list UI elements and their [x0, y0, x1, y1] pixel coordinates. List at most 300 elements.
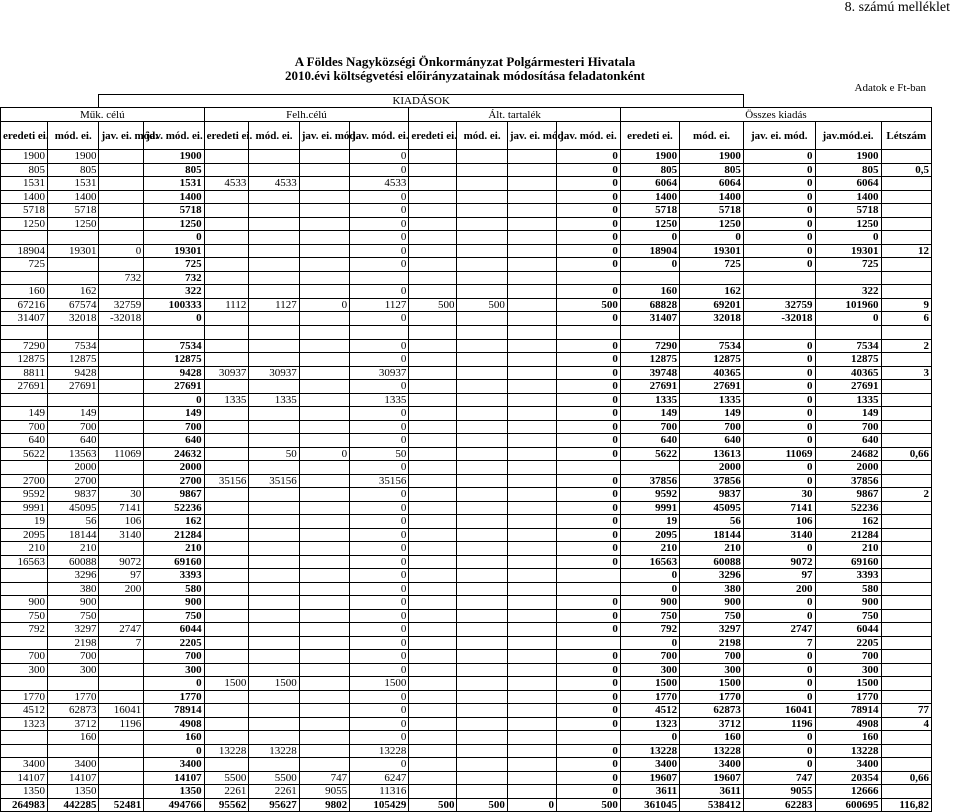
table-cell: 700 — [680, 650, 744, 664]
table-cell: 18144 — [47, 528, 98, 542]
table-cell — [507, 555, 556, 569]
table-cell: 32759 — [743, 298, 815, 312]
table-cell — [299, 271, 349, 285]
table-row — [1, 785, 932, 799]
table-cell — [507, 731, 556, 745]
table-cell: 2 — [881, 339, 931, 353]
table-cell — [204, 204, 249, 218]
table-cell: 35156 — [350, 474, 409, 488]
table-cell: 1350 — [47, 785, 98, 799]
table-cell: 45095 — [680, 501, 744, 515]
table-cell: 3140 — [743, 528, 815, 542]
table-cell: 0 — [557, 542, 621, 556]
table-cell: 0 — [350, 690, 409, 704]
table-cell: 0 — [743, 407, 815, 421]
table-cell — [99, 542, 144, 556]
table-cell — [409, 380, 457, 394]
table-cell: 0 — [743, 217, 815, 231]
table-cell — [881, 177, 931, 191]
table-cell: 0 — [743, 461, 815, 475]
column-header: jav.mód.ei. — [815, 122, 881, 150]
table-cell: 0 — [557, 623, 621, 637]
column-header: mód. ei. — [47, 122, 98, 150]
table-cell — [457, 474, 507, 488]
table-cell — [47, 271, 98, 285]
table-cell: 19607 — [620, 771, 679, 785]
table-cell: 19607 — [680, 771, 744, 785]
table-cell: 12875 — [680, 353, 744, 367]
table-cell — [409, 677, 457, 691]
table-cell: 0 — [815, 231, 881, 245]
table-cell — [299, 690, 349, 704]
table-cell: 500 — [557, 798, 621, 812]
table-cell: 0 — [557, 339, 621, 353]
table-row — [1, 488, 932, 502]
table-cell — [620, 271, 679, 285]
table-cell — [249, 501, 299, 515]
table-cell: 12875 — [815, 353, 881, 367]
table-cell: 1350 — [1, 785, 48, 799]
table-cell: 3400 — [815, 758, 881, 772]
table-cell: 2095 — [620, 528, 679, 542]
table-cell: 0 — [743, 434, 815, 448]
table-cell: 1531 — [47, 177, 98, 191]
table-cell: 1250 — [144, 217, 204, 231]
table-cell — [409, 758, 457, 772]
table-cell: 750 — [144, 609, 204, 623]
table-cell: 3400 — [680, 758, 744, 772]
table-cell: 7290 — [620, 339, 679, 353]
table-cell: 160 — [620, 285, 679, 299]
table-cell: 900 — [815, 596, 881, 610]
table-cell: 12875 — [1, 353, 48, 367]
table-cell: 1196 — [743, 717, 815, 731]
table-cell — [409, 474, 457, 488]
table-cell — [249, 609, 299, 623]
table-cell: 0 — [743, 677, 815, 691]
table-cell — [249, 407, 299, 421]
table-cell: 3400 — [1, 758, 48, 772]
table-cell: 16563 — [1, 555, 48, 569]
table-cell: 160 — [1, 285, 48, 299]
table-cell — [557, 461, 621, 475]
table-cell — [409, 447, 457, 461]
table-cell: 210 — [620, 542, 679, 556]
table-cell — [409, 771, 457, 785]
table-cell: 0 — [743, 650, 815, 664]
table-cell: 4908 — [815, 717, 881, 731]
table-cell — [299, 380, 349, 394]
table-cell — [409, 325, 457, 339]
table-cell: 0 — [350, 555, 409, 569]
table-cell: 725 — [144, 258, 204, 272]
table-cell — [249, 704, 299, 718]
table-cell — [557, 325, 621, 339]
table-cell — [99, 380, 144, 394]
table-cell — [299, 393, 349, 407]
table-row — [1, 258, 932, 272]
table-cell: 700 — [1, 420, 48, 434]
table-cell — [620, 461, 679, 475]
table-cell: -32018 — [99, 312, 144, 326]
table-row — [1, 434, 932, 448]
table-cell: 1500 — [249, 677, 299, 691]
column-header: eredeti ei. — [620, 122, 679, 150]
table-cell — [299, 501, 349, 515]
table-cell: 0 — [350, 515, 409, 529]
table-cell — [204, 609, 249, 623]
table-cell: 0 — [350, 623, 409, 637]
table-cell — [299, 285, 349, 299]
table-cell — [99, 663, 144, 677]
table-cell: 100333 — [144, 298, 204, 312]
table-cell: 9837 — [47, 488, 98, 502]
table-cell — [743, 285, 815, 299]
table-cell — [249, 623, 299, 637]
table-cell — [299, 704, 349, 718]
table-cell — [507, 569, 556, 583]
table-cell: 50 — [350, 447, 409, 461]
table-cell: 2700 — [47, 474, 98, 488]
table-cell: 27691 — [815, 380, 881, 394]
table-cell — [881, 217, 931, 231]
table-cell — [299, 555, 349, 569]
table-cell: 9592 — [1, 488, 48, 502]
table-cell — [457, 325, 507, 339]
table-cell: 4533 — [204, 177, 249, 191]
table-cell — [507, 501, 556, 515]
table-cell: 805 — [680, 163, 744, 177]
table-cell — [457, 353, 507, 367]
table-cell — [457, 177, 507, 191]
table-cell: 9428 — [144, 366, 204, 380]
table-cell: 1250 — [680, 217, 744, 231]
table-cell — [457, 217, 507, 231]
table-cell — [249, 163, 299, 177]
table-cell — [204, 690, 249, 704]
table-cell: 4533 — [350, 177, 409, 191]
table-cell — [204, 271, 249, 285]
table-cell: 52236 — [815, 501, 881, 515]
table-cell — [507, 677, 556, 691]
table-cell — [249, 231, 299, 245]
table-cell — [457, 650, 507, 664]
table-cell: 9072 — [99, 555, 144, 569]
table-cell: 805 — [144, 163, 204, 177]
table-cell — [409, 393, 457, 407]
table-cell: 900 — [47, 596, 98, 610]
table-cell: 7290 — [1, 339, 48, 353]
table-cell — [409, 609, 457, 623]
table-cell — [299, 609, 349, 623]
table-cell — [457, 582, 507, 596]
table-cell — [457, 528, 507, 542]
table-cell — [99, 285, 144, 299]
table-cell: 5622 — [1, 447, 48, 461]
table-cell: 700 — [47, 420, 98, 434]
table-cell — [409, 312, 457, 326]
table-cell — [204, 501, 249, 515]
table-cell — [457, 231, 507, 245]
table-cell — [457, 244, 507, 258]
table-row — [1, 555, 932, 569]
table-cell — [507, 704, 556, 718]
table-cell: 640 — [144, 434, 204, 448]
table-cell: 3393 — [815, 569, 881, 583]
table-cell — [249, 650, 299, 664]
table-cell — [457, 163, 507, 177]
table-cell: 13228 — [815, 744, 881, 758]
table-cell: 0 — [557, 407, 621, 421]
table-cell — [507, 636, 556, 650]
table-cell: -32018 — [743, 312, 815, 326]
table-cell — [507, 650, 556, 664]
table-cell: 750 — [1, 609, 48, 623]
table-cell: 12875 — [620, 353, 679, 367]
table-cell — [1, 325, 48, 339]
table-cell: 0 — [557, 231, 621, 245]
table-cell: 5718 — [620, 204, 679, 218]
table-cell: 5718 — [680, 204, 744, 218]
table-cell: 149 — [1, 407, 48, 421]
table-cell — [409, 690, 457, 704]
table-cell: 0 — [620, 231, 679, 245]
table-cell — [409, 420, 457, 434]
table-cell: 0 — [557, 758, 621, 772]
table-cell: 0 — [743, 420, 815, 434]
table-cell: 0 — [743, 609, 815, 623]
table-row — [1, 650, 932, 664]
table-cell: 5622 — [620, 447, 679, 461]
group-header-osszes-kiadas: Összes kiadás — [620, 108, 931, 122]
table-cell: 0 — [557, 353, 621, 367]
table-cell: 300 — [815, 663, 881, 677]
table-cell — [507, 515, 556, 529]
table-cell: 11069 — [99, 447, 144, 461]
table-cell — [507, 744, 556, 758]
table-cell: 640 — [47, 434, 98, 448]
budget-table — [0, 94, 932, 812]
table-cell — [881, 569, 931, 583]
table-cell — [743, 271, 815, 285]
table-cell — [99, 217, 144, 231]
table-cell — [457, 663, 507, 677]
table-cell — [249, 515, 299, 529]
table-cell: 2205 — [815, 636, 881, 650]
table-cell: 0 — [743, 177, 815, 191]
table-cell — [507, 177, 556, 191]
table-cell: 0 — [350, 407, 409, 421]
table-cell — [557, 731, 621, 745]
table-cell — [507, 488, 556, 502]
table-cell — [409, 569, 457, 583]
table-cell: 9991 — [1, 501, 48, 515]
table-cell: 11316 — [350, 785, 409, 799]
table-cell — [350, 325, 409, 339]
table-cell: 1250 — [1, 217, 48, 231]
table-cell — [144, 325, 204, 339]
table-cell: 27691 — [620, 380, 679, 394]
table-cell — [881, 542, 931, 556]
table-cell: 37856 — [620, 474, 679, 488]
table-cell: 0 — [620, 582, 679, 596]
table-cell: 0 — [557, 204, 621, 218]
table-cell: 500 — [409, 298, 457, 312]
table-cell: 700 — [144, 420, 204, 434]
table-cell — [557, 271, 621, 285]
table-cell: 0 — [743, 731, 815, 745]
table-cell: 700 — [680, 420, 744, 434]
table-cell: 0 — [743, 231, 815, 245]
table-row — [1, 731, 932, 745]
table-cell: 13228 — [680, 744, 744, 758]
table-cell — [249, 204, 299, 218]
table-cell — [204, 420, 249, 434]
table-cell: 700 — [815, 650, 881, 664]
table-cell — [409, 515, 457, 529]
table-cell — [881, 758, 931, 772]
table-cell: 1250 — [620, 217, 679, 231]
table-cell — [299, 474, 349, 488]
table-cell: 1112 — [204, 298, 249, 312]
table-cell — [457, 704, 507, 718]
table-cell — [507, 285, 556, 299]
table-cell: 106 — [99, 515, 144, 529]
table-cell: 30 — [99, 488, 144, 502]
table-cell: 732 — [99, 271, 144, 285]
table-cell — [409, 258, 457, 272]
table-cell: 2747 — [99, 623, 144, 637]
table-cell — [99, 785, 144, 799]
table-cell: 2000 — [680, 461, 744, 475]
table-cell: 3296 — [680, 569, 744, 583]
table-cell: 0 — [350, 339, 409, 353]
table-cell — [409, 704, 457, 718]
table-cell — [204, 636, 249, 650]
table-cell: 149 — [680, 407, 744, 421]
table-row — [1, 420, 932, 434]
table-cell: 0 — [557, 704, 621, 718]
table-cell — [409, 204, 457, 218]
table-cell — [249, 217, 299, 231]
table-cell: 3393 — [144, 569, 204, 583]
table-cell — [507, 271, 556, 285]
table-cell: 500 — [557, 298, 621, 312]
table-cell: 4908 — [144, 717, 204, 731]
table-cell — [507, 447, 556, 461]
table-cell: 0 — [557, 380, 621, 394]
table-cell — [299, 407, 349, 421]
table-row — [1, 393, 932, 407]
table-cell — [204, 447, 249, 461]
table-cell: 0 — [557, 771, 621, 785]
table-cell: 0 — [557, 474, 621, 488]
table-cell: 0,5 — [881, 163, 931, 177]
table-cell — [409, 785, 457, 799]
table-cell — [457, 744, 507, 758]
column-header: eredeti ei. — [204, 122, 249, 150]
table-cell — [1, 636, 48, 650]
table-cell: 1900 — [620, 150, 679, 164]
table-cell: 13228 — [249, 744, 299, 758]
table-cell — [299, 717, 349, 731]
table-cell — [409, 663, 457, 677]
table-cell — [249, 542, 299, 556]
table-cell: 0 — [743, 339, 815, 353]
table-cell: 9055 — [743, 785, 815, 799]
table-cell: 0 — [557, 555, 621, 569]
table-cell — [204, 339, 249, 353]
table-cell: 1250 — [47, 217, 98, 231]
table-cell: 2261 — [204, 785, 249, 799]
table-cell: 69201 — [680, 298, 744, 312]
table-cell: 0 — [557, 501, 621, 515]
table-cell — [299, 582, 349, 596]
table-cell — [249, 569, 299, 583]
table-cell — [99, 407, 144, 421]
table-cell — [815, 271, 881, 285]
table-cell: 792 — [620, 623, 679, 637]
table-cell — [815, 325, 881, 339]
table-cell — [249, 488, 299, 502]
table-cell: 1335 — [620, 393, 679, 407]
table-cell — [249, 528, 299, 542]
table-cell — [557, 636, 621, 650]
table-cell: 0 — [557, 258, 621, 272]
table-cell — [299, 217, 349, 231]
table-cell: 0 — [350, 717, 409, 731]
table-cell: 24682 — [815, 447, 881, 461]
table-cell: 40365 — [815, 366, 881, 380]
table-cell — [881, 353, 931, 367]
column-header: mód. ei. — [680, 122, 744, 150]
table-cell: 12 — [881, 244, 931, 258]
table-cell: 0 — [350, 636, 409, 650]
table-cell: 0 — [144, 744, 204, 758]
table-cell: 538412 — [680, 798, 744, 812]
table-cell: 14107 — [47, 771, 98, 785]
table-cell — [99, 758, 144, 772]
table-cell: 747 — [299, 771, 349, 785]
table-cell: 162 — [815, 515, 881, 529]
table-cell — [457, 515, 507, 529]
table-cell — [47, 325, 98, 339]
table-cell: 35156 — [249, 474, 299, 488]
table-cell — [507, 609, 556, 623]
column-header: Létszám — [881, 122, 931, 150]
table-cell: 0 — [557, 785, 621, 799]
table-row — [1, 515, 932, 529]
table-cell — [457, 258, 507, 272]
table-cell — [557, 582, 621, 596]
table-cell: 160 — [47, 731, 98, 745]
column-header: jav. ei. mód. — [743, 122, 815, 150]
table-cell — [249, 758, 299, 772]
table-cell — [99, 366, 144, 380]
table-row — [1, 582, 932, 596]
table-cell — [299, 515, 349, 529]
table-cell: 700 — [144, 650, 204, 664]
table-cell: 1335 — [350, 393, 409, 407]
table-cell: 0 — [743, 542, 815, 556]
table-cell — [881, 420, 931, 434]
table-cell: 210 — [680, 542, 744, 556]
table-cell — [204, 217, 249, 231]
table-row — [1, 339, 932, 353]
table-cell: 1400 — [1, 190, 48, 204]
table-cell: 95562 — [204, 798, 249, 812]
table-cell — [299, 434, 349, 448]
